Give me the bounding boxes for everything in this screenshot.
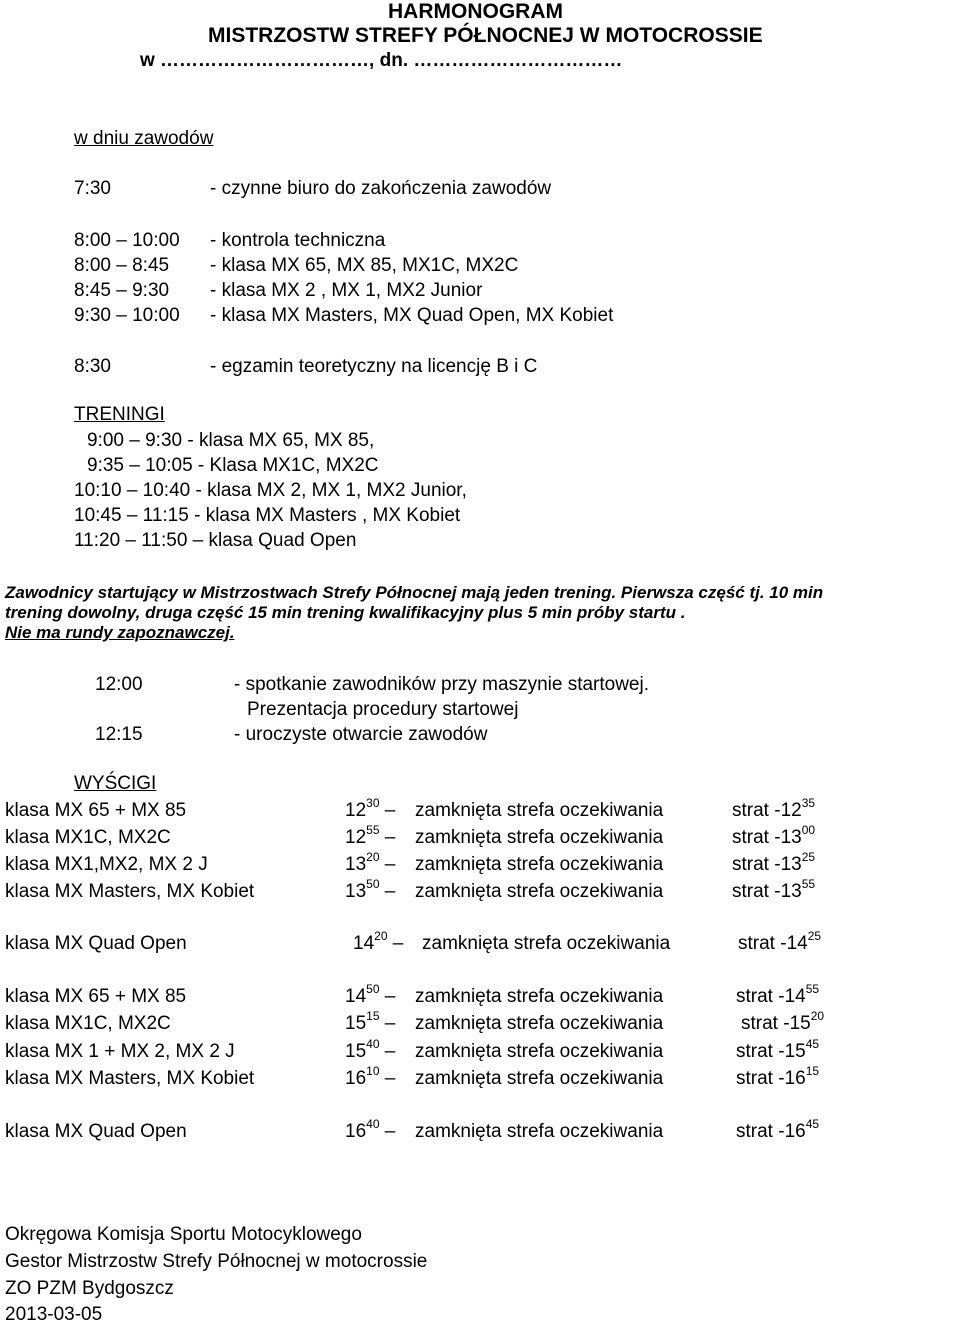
waiting-zone-minute: 20 (374, 928, 388, 943)
race-class: klasa MX Quad Open (5, 933, 187, 954)
footer-line: Gestor Mistrzostw Strefy Północnej w motocrossie (5, 1251, 428, 1272)
waiting-zone-hour: 15 (345, 1041, 367, 1062)
start-minute: 55 (801, 876, 816, 891)
waiting-zone-hour: 13 (345, 881, 367, 902)
schedule-time: 8:00 – 8:45 (74, 255, 170, 276)
wyscigi-heading: WYŚCIGI (74, 773, 157, 794)
training-row: 9:35 – 10:05 - Klasa MX1C, MX2C (87, 455, 379, 476)
training-row: 11:20 – 11:50 – klasa Quad Open (74, 530, 357, 551)
start-time (741, 1008, 825, 1035)
event-desc: Prezentacja procedury startowej (247, 699, 519, 720)
start-minute: 25 (807, 928, 822, 943)
schedule-desc: - kontrola techniczna (210, 230, 386, 251)
waiting-zone-hour: 13 (345, 854, 367, 875)
treningi-heading: TRENINGI (74, 404, 165, 425)
waiting-zone-minute: 40 (366, 1116, 380, 1131)
training-row: 10:45 – 11:15 - klasa MX Masters , MX Kobiet (74, 505, 461, 526)
dash-separator: – (379, 1068, 396, 1089)
start-hour: 14 (784, 986, 806, 1007)
waiting-zone-minute: 40 (366, 1036, 380, 1051)
start-minute: 45 (805, 1116, 820, 1131)
page-title: HARMONOGRAM (388, 0, 563, 23)
waiting-zone-hour: 16 (345, 1068, 367, 1089)
start-time (732, 822, 816, 849)
start-hour: 16 (784, 1121, 806, 1142)
waiting-zone-hour: 12 (345, 800, 367, 821)
start-minute: 25 (801, 849, 816, 864)
race-class: klasa MX 65 + MX 85 (5, 986, 187, 1007)
schedule-desc: - klasa MX Masters, MX Quad Open, MX Kobiet (210, 305, 614, 326)
place-date-line: w ……………………………, dn. …………………………… (140, 50, 623, 71)
day-heading: w dniu zawodów (74, 128, 214, 149)
race-class: klasa MX1C, MX2C (5, 827, 171, 848)
waiting-zone-label: zamknięta strefa oczekiwania (415, 1041, 664, 1062)
event-desc: - spotkanie zawodników przy maszynie startowej. (234, 674, 650, 695)
race-class: klasa MX1,MX2, MX 2 J (5, 854, 208, 875)
note-line: trening dowolny, druga część 15 min trening kwalifikacyjny plus 5 min próby startu . (5, 603, 686, 622)
waiting-zone-label: zamknięta strefa oczekiwania (415, 1121, 664, 1142)
race-class: klasa MX Quad Open (5, 1121, 187, 1142)
dash-separator: – (379, 854, 396, 875)
schedule-desc: - czynne biuro do zakończenia zawodów (210, 178, 552, 199)
start-minute: 20 (810, 1008, 825, 1023)
waiting-zone-time (345, 1063, 396, 1090)
waiting-zone-label: zamknięta strefa oczekiwania (422, 933, 671, 954)
race-class: klasa MX1C, MX2C (5, 1013, 171, 1034)
start-label: strat - (732, 854, 781, 875)
waiting-zone-time (345, 795, 396, 822)
start-label: strat - (732, 881, 781, 902)
race-class: klasa MX Masters, MX Kobiet (5, 1068, 255, 1089)
waiting-zone-label: zamknięta strefa oczekiwania (415, 1013, 664, 1034)
schedule-desc: - klasa MX 2 , MX 1, MX2 Junior (210, 280, 483, 301)
waiting-zone-time (345, 822, 396, 849)
start-label: strat - (736, 1121, 785, 1142)
start-hour: 12 (780, 800, 802, 821)
waiting-zone-label: zamknięta strefa oczekiwania (415, 827, 664, 848)
start-time (736, 1063, 820, 1090)
dash-separator: – (379, 827, 396, 848)
start-minute: 55 (805, 981, 820, 996)
waiting-zone-hour: 15 (345, 1013, 367, 1034)
footer-line: 2013-03-05 (5, 1304, 103, 1325)
page-subtitle: MISTRZOSTW STREFY PÓŁNOCNEJ W MOTOCROSSIE (208, 24, 763, 47)
waiting-zone-hour: 12 (345, 827, 367, 848)
waiting-zone-hour: 16 (345, 1121, 367, 1142)
dash-separator: – (379, 800, 396, 821)
dash-separator: – (379, 1121, 396, 1142)
start-label: strat - (732, 800, 781, 821)
schedule-desc: - egzamin teoretyczny na licencję B i C (210, 356, 538, 377)
dash-separator: – (379, 1013, 396, 1034)
start-time (736, 981, 820, 1008)
start-hour: 16 (784, 1068, 806, 1089)
start-hour: 14 (786, 933, 808, 954)
start-minute: 00 (801, 822, 816, 837)
start-label: strat - (736, 1041, 785, 1062)
dash-separator: – (387, 933, 404, 954)
start-hour: 15 (789, 1013, 811, 1034)
event-desc: - uroczyste otwarcie zawodów (234, 724, 488, 745)
waiting-zone-minute: 30 (366, 795, 380, 810)
note-line: Zawodnicy startujący w Mistrzostwach Strefy Północnej mają jeden trening. Pierwsza część tj. 10 min (5, 583, 824, 602)
waiting-zone-minute: 50 (366, 981, 380, 996)
schedule-time: 8:30 (74, 356, 111, 377)
start-minute: 35 (801, 795, 816, 810)
waiting-zone-minute: 50 (366, 876, 380, 891)
schedule-desc: - klasa MX 65, MX 85, MX1C, MX2C (210, 255, 519, 276)
waiting-zone-minute: 20 (366, 849, 380, 864)
start-label: strat - (736, 986, 785, 1007)
training-row: 10:10 – 10:40 - klasa MX 2, MX 1, MX2 Junior, (74, 480, 467, 501)
waiting-zone-label: zamknięta strefa oczekiwania (415, 881, 664, 902)
start-time (736, 1036, 820, 1063)
waiting-zone-time (345, 876, 396, 903)
schedule-time: 9:30 – 10:00 (74, 305, 180, 326)
waiting-zone-hour: 14 (345, 986, 367, 1007)
start-time (736, 1116, 820, 1143)
event-time: 12:15 (95, 724, 143, 745)
start-time (732, 876, 816, 903)
footer-line: Okręgowa Komisja Sportu Motocyklowego (5, 1224, 362, 1245)
waiting-zone-label: zamknięta strefa oczekiwania (415, 854, 664, 875)
race-class: klasa MX 65 + MX 85 (5, 800, 187, 821)
waiting-zone-minute: 55 (366, 822, 380, 837)
schedule-time: 8:00 – 10:00 (74, 230, 180, 251)
waiting-zone-label: zamknięta strefa oczekiwania (415, 986, 664, 1007)
waiting-zone-time (353, 928, 404, 955)
start-hour: 13 (780, 881, 802, 902)
start-hour: 15 (784, 1041, 806, 1062)
waiting-zone-minute: 10 (366, 1063, 380, 1078)
start-minute: 15 (805, 1063, 820, 1078)
waiting-zone-time (345, 1008, 396, 1035)
dash-separator: – (379, 986, 396, 1007)
race-class: klasa MX 1 + MX 2, MX 2 J (5, 1041, 235, 1062)
event-time: 12:00 (95, 674, 143, 695)
waiting-zone-hour: 14 (353, 933, 375, 954)
start-label: strat - (741, 1013, 790, 1034)
start-hour: 13 (780, 854, 802, 875)
waiting-zone-minute: 15 (366, 1008, 380, 1023)
dash-separator: – (379, 1041, 396, 1062)
schedule-time: 8:45 – 9:30 (74, 280, 170, 301)
start-time (732, 849, 816, 876)
training-row: 9:00 – 9:30 - klasa MX 65, MX 85, (87, 430, 375, 451)
start-hour: 13 (780, 827, 802, 848)
waiting-zone-time (345, 1036, 396, 1063)
waiting-zone-time (345, 849, 396, 876)
start-label: strat - (738, 933, 787, 954)
waiting-zone-time (345, 981, 396, 1008)
dash-separator: – (379, 881, 396, 902)
start-minute: 45 (805, 1036, 820, 1051)
start-label: strat - (732, 827, 781, 848)
start-label: strat - (736, 1068, 785, 1089)
race-class: klasa MX Masters, MX Kobiet (5, 881, 255, 902)
footer-line: ZO PZM Bydgoszcz (5, 1278, 174, 1299)
waiting-zone-label: zamknięta strefa oczekiwania (415, 800, 664, 821)
waiting-zone-time (345, 1116, 396, 1143)
waiting-zone-label: zamknięta strefa oczekiwania (415, 1068, 664, 1089)
start-time (738, 928, 822, 955)
schedule-time: 7:30 (74, 178, 111, 199)
note-line: Nie ma rundy zapoznawczej. (5, 623, 235, 642)
start-time (732, 795, 816, 822)
